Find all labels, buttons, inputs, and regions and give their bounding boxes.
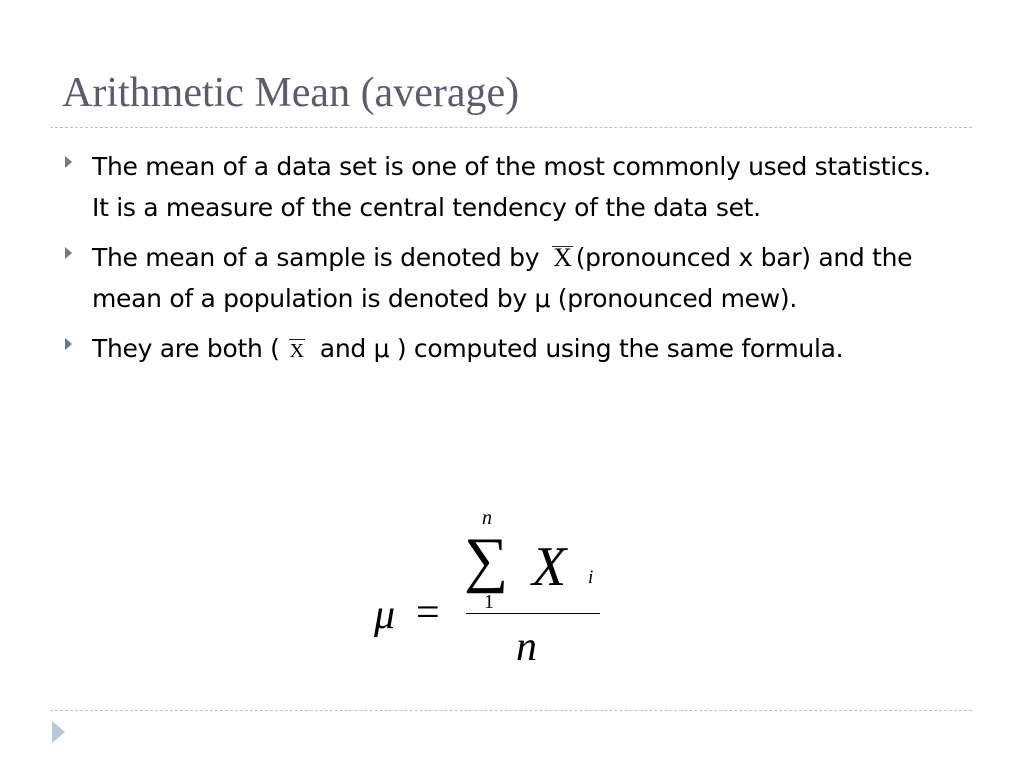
formula-variable: X [532, 536, 567, 598]
bullet-text [92, 237, 942, 319]
title-divider [50, 127, 972, 128]
bullet-text: The mean of a data set is one of the most commonly used statistics. It is a measure of the central tendency of the data set. [92, 152, 931, 222]
mean-formula [370, 505, 610, 675]
bullet-text-before: They are both ( [92, 334, 280, 363]
bullet-text-before: The mean of a sample is denoted by [92, 243, 540, 272]
slide-title: Arithmetic Mean (average) [62, 70, 520, 116]
formula-denominator: n [516, 624, 537, 670]
formula-subscript: i [588, 567, 594, 588]
footer-divider [50, 710, 972, 711]
bullet-item-1 [62, 146, 942, 228]
x-bar-symbol: X [289, 340, 304, 362]
sigma-symbol: ∑ [464, 526, 509, 594]
play-arrow-icon[interactable] [52, 721, 65, 743]
bullet-text [92, 328, 942, 369]
triangle-right-icon [65, 156, 72, 168]
x-bar-symbol: X [553, 243, 572, 272]
bullet-item-3 [62, 328, 942, 369]
formula-equals: = [416, 590, 440, 636]
triangle-right-icon [65, 247, 72, 259]
bullet-list [62, 146, 942, 378]
bullet-item-2 [62, 237, 942, 319]
sum-lower-limit: 1 [484, 591, 494, 613]
sum-upper-limit: n [482, 507, 492, 529]
bullet-text-after: and μ ) computed using the same formula. [319, 334, 844, 363]
triangle-right-icon [65, 338, 72, 350]
fraction-bar [466, 613, 600, 614]
formula-mu: μ [374, 592, 396, 638]
bullet-text-after: (pronounced x bar) and the mean of a population is denoted by μ (pronounced mew). [92, 243, 913, 313]
